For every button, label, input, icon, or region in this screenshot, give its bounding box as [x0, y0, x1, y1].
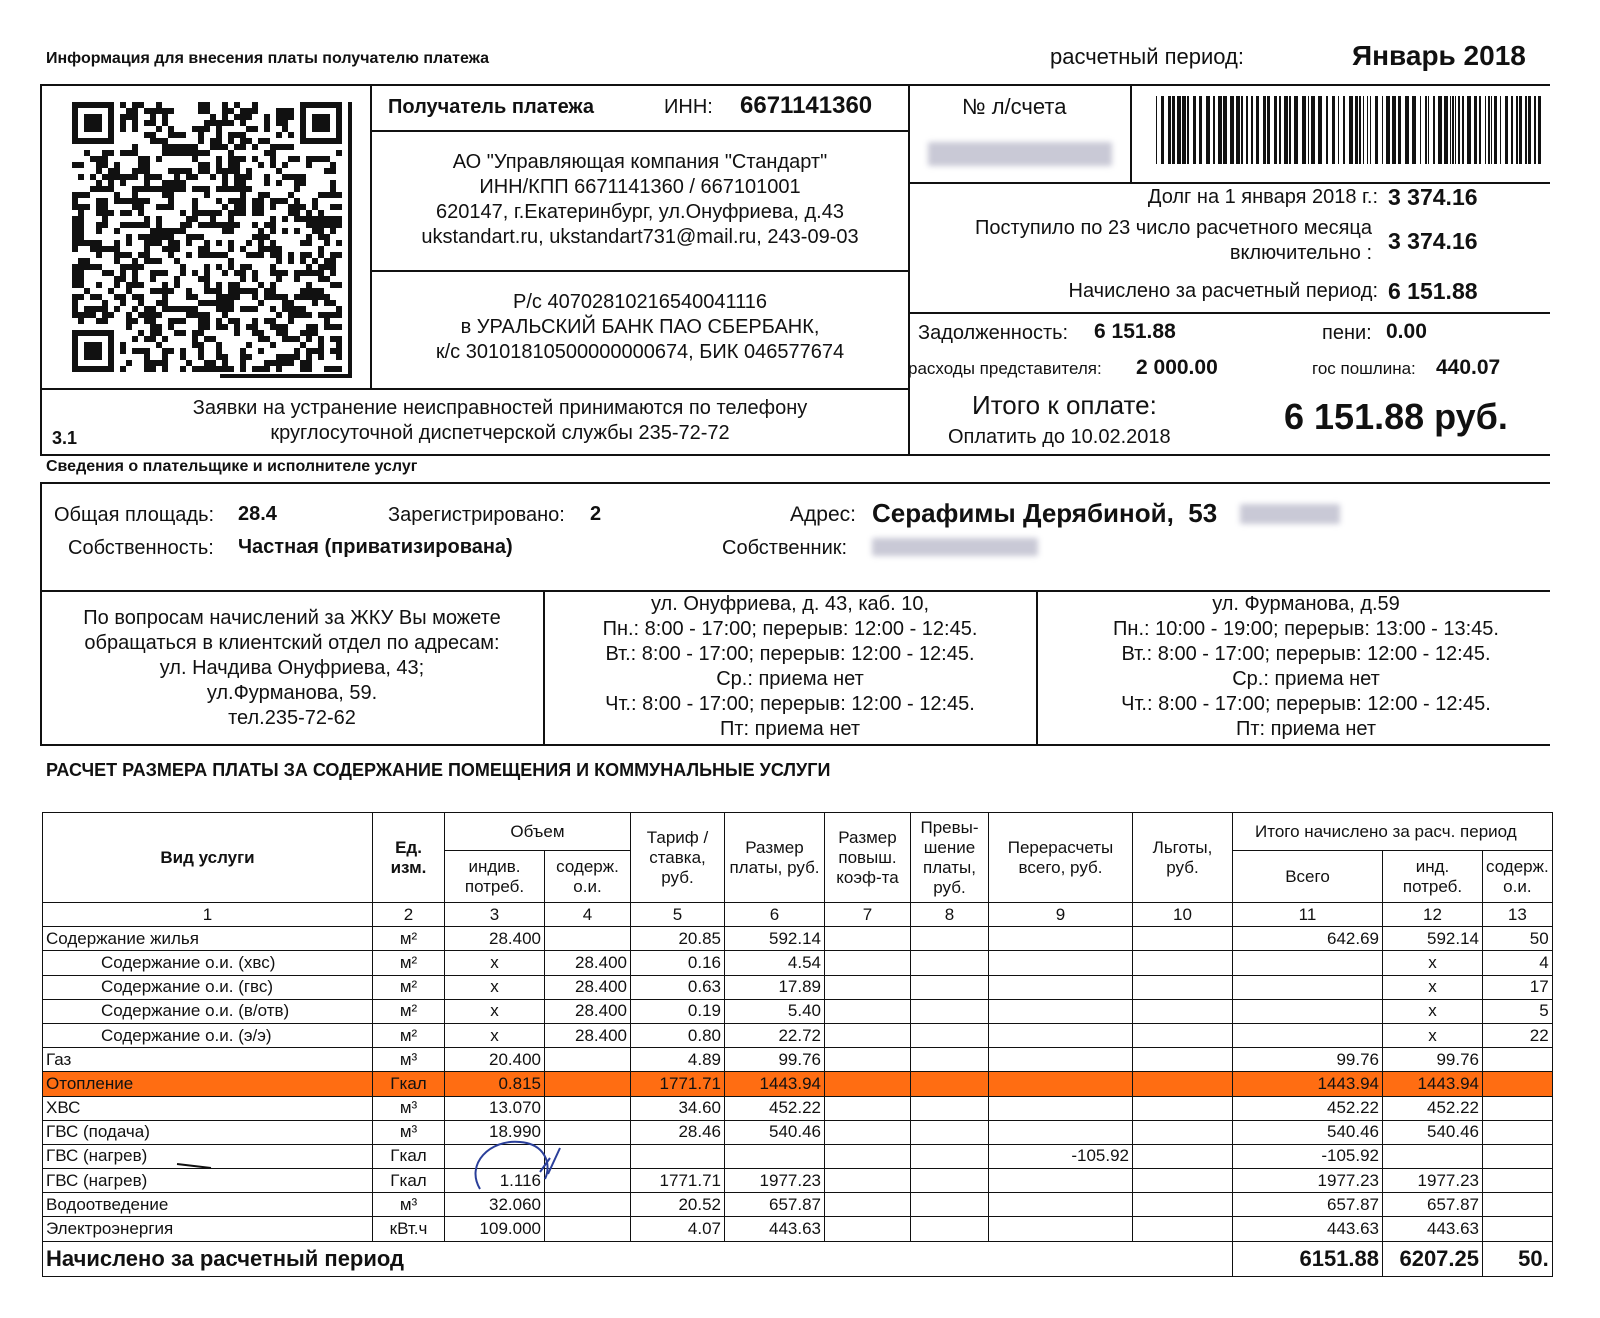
penalty-label: пени: — [1322, 322, 1372, 344]
cell-t-ind: x — [1383, 975, 1483, 999]
table-row — [43, 975, 1553, 999]
duty-value: 440.07 — [1436, 356, 1501, 379]
cell-t-all: 1443.94 — [1233, 1072, 1383, 1096]
total-label: Итого к оплате: — [972, 390, 1157, 420]
property-label: Собственность: — [68, 537, 214, 559]
account-number-redacted — [928, 142, 1112, 166]
cell-empty — [1133, 999, 1233, 1023]
column-number: 11 — [1233, 903, 1383, 927]
header-tariff: Тариф / ставка, руб. — [631, 813, 725, 903]
cell-empty — [825, 999, 911, 1023]
table-row — [43, 951, 1553, 975]
cell-pay: 17.89 — [725, 975, 825, 999]
cell-empty — [825, 951, 911, 975]
cell-t-com — [1483, 1096, 1553, 1120]
header-volume: Объем — [445, 813, 631, 851]
column-number: 6 — [725, 903, 825, 927]
cell-empty — [1133, 927, 1233, 951]
cell-t-all: 657.87 — [1233, 1193, 1383, 1217]
cell-recalc — [989, 951, 1133, 975]
cell-v-com — [545, 927, 631, 951]
owner-name-redacted — [872, 538, 1038, 556]
cell-t-ind: 99.76 — [1383, 1048, 1483, 1072]
cell-t-all — [1233, 1023, 1383, 1047]
cell-empty — [825, 927, 911, 951]
cell-t-com — [1483, 1048, 1553, 1072]
registered-label: Зарегистрировано: — [388, 504, 565, 526]
cell-t-ind: 443.63 — [1383, 1217, 1483, 1241]
cell-pay: 452.22 — [725, 1096, 825, 1120]
cell-t-com: 17 — [1483, 975, 1553, 999]
accrued-value: 6 151.88 — [1388, 278, 1478, 304]
cell-v-ind: 0.815 — [445, 1072, 545, 1096]
cell-empty — [1133, 951, 1233, 975]
cell-pay: 5.40 — [725, 999, 825, 1023]
cell-name: ГВС (нагрев) — [43, 1144, 373, 1168]
total-row-common: 50. — [1483, 1241, 1553, 1276]
notice-code: 3.1 — [52, 428, 78, 448]
cell-unit: Гкал — [373, 1169, 445, 1193]
cell-name: ХВС — [43, 1096, 373, 1120]
column-number-row — [43, 903, 1553, 927]
cell-t-com — [1483, 1144, 1553, 1168]
cell-empty — [911, 1169, 989, 1193]
cell-recalc — [989, 1023, 1133, 1047]
cell-name: Отопление — [43, 1072, 373, 1096]
apartment-redacted — [1240, 504, 1340, 524]
cell-recalc — [989, 927, 1133, 951]
cell-empty — [825, 1023, 911, 1047]
cell-pay: 592.14 — [725, 927, 825, 951]
cell-empty — [825, 1217, 911, 1241]
cell-unit: м² — [373, 975, 445, 999]
cell-t-all: 99.76 — [1233, 1048, 1383, 1072]
received-label: Поступило по 23 число расчетного месяца включительно : — [975, 217, 1372, 264]
cell-v-ind: 18.990 — [445, 1120, 545, 1144]
cell-empty — [911, 1023, 989, 1047]
cell-t-ind: 1443.94 — [1383, 1072, 1483, 1096]
table-row — [43, 927, 1553, 951]
cell-tariff: 1771.71 — [631, 1072, 725, 1096]
cell-v-com — [545, 1072, 631, 1096]
cell-pay: 540.46 — [725, 1120, 825, 1144]
office-furmanova-hours: ул. Фурманова, д.59 Пн.: 10:00 - 19:00; перерыв: 13:00 - 13:45. Вт.: 8:00 - 17:00; перерыв: 12:00 - 12:45. Ср.: приема нет Чт.: 8:00 - 17:00; перерыв: 12:00 - 12:45. Пт: приема нет — [1113, 593, 1499, 740]
calculation-table — [42, 812, 1553, 1277]
column-number: 2 — [373, 903, 445, 927]
cell-t-ind: 452.22 — [1383, 1096, 1483, 1120]
cell-empty — [911, 1217, 989, 1241]
cell-recalc — [989, 1169, 1133, 1193]
calc-section-title: РАСЧЕТ РАЗМЕРА ПЛАТЫ ЗА СОДЕРЖАНИЕ ПОМЕЩЕНИЯ И КОММУНАЛЬНЫЕ УСЛУГИ — [46, 760, 831, 780]
cell-empty — [825, 1072, 911, 1096]
cell-v-com: 28.400 — [545, 951, 631, 975]
cell-v-ind: x — [445, 975, 545, 999]
table-row — [43, 1193, 1553, 1217]
cell-pay: 443.63 — [725, 1217, 825, 1241]
cell-v-com — [545, 1096, 631, 1120]
cell-t-all: -105.92 — [1233, 1144, 1383, 1168]
cell-v-ind: x — [445, 951, 545, 975]
header-recalc: Перерасчеты всего, руб. — [989, 813, 1133, 903]
cell-empty — [911, 1144, 989, 1168]
cell-recalc — [989, 1072, 1133, 1096]
header-total-common: содерж. о.и. — [1483, 851, 1553, 903]
header-service: Вид услуги — [43, 813, 373, 903]
cell-recalc — [989, 999, 1133, 1023]
cell-unit: м² — [373, 951, 445, 975]
cell-t-com — [1483, 1120, 1553, 1144]
cell-empty — [911, 1072, 989, 1096]
cell-t-com — [1483, 1193, 1553, 1217]
header-benefits: Льготы, руб. — [1133, 813, 1233, 903]
header-vol-common: содерж. о.и. — [545, 851, 631, 903]
debt-value: 3 374.16 — [1388, 184, 1478, 210]
cell-t-com: 4 — [1483, 951, 1553, 975]
cell-t-com — [1483, 1072, 1553, 1096]
cell-tariff: 0.16 — [631, 951, 725, 975]
table-row — [43, 1072, 1553, 1096]
debt-label: Долг на 1 января 2018 г.: — [1147, 186, 1378, 208]
pen-dash-mark — [175, 1160, 215, 1172]
cell-t-all: 1977.23 — [1233, 1169, 1383, 1193]
cell-tariff: 1771.71 — [631, 1169, 725, 1193]
cell-tariff: 20.85 — [631, 927, 725, 951]
cell-empty — [1133, 1144, 1233, 1168]
cell-v-ind: 32.060 — [445, 1193, 545, 1217]
recipient-label: Получатель платежа — [388, 96, 594, 118]
cell-empty — [1133, 1072, 1233, 1096]
period-value: Январь 2018 — [1352, 40, 1526, 71]
cell-empty — [1133, 1217, 1233, 1241]
cell-empty — [825, 1144, 911, 1168]
cell-pay: 99.76 — [725, 1048, 825, 1072]
cell-name: Содержание о.и. (в/отв) — [43, 999, 373, 1023]
header-total-group: Итого начислено за расч. период — [1233, 813, 1553, 851]
cell-unit: кВт.ч — [373, 1217, 445, 1241]
cell-tariff: 0.63 — [631, 975, 725, 999]
payer-section-title: Сведения о плательщике и исполнителе услуг — [46, 458, 418, 475]
cell-tariff: 0.80 — [631, 1023, 725, 1047]
table-row — [43, 1217, 1553, 1241]
company-info: АО "Управляющая компания "Стандарт" ИНН/КПП 6671141360 / 667101001 620147, г.Екатеринбург, ул.Онуфриева, д.43 ukstandart.ru, ukstandart731@mail.ru, 243-09-03 — [421, 151, 859, 248]
cell-unit: Гкал — [373, 1144, 445, 1168]
cell-tariff: 20.52 — [631, 1193, 725, 1217]
header-unit: Ед. изм. — [373, 813, 445, 903]
pen-circle-mark — [460, 1134, 570, 1214]
column-number: 10 — [1133, 903, 1233, 927]
office-onufrieva-hours: ул. Онуфриева, д. 43, каб. 10, Пн.: 8:00 - 17:00; перерыв: 12:00 - 12:45. Вт.: 8:00 - 17:00; перерыв: 12:00 - 12:45. Ср.: приема нет Чт.: 8:00 - 17:00; перерыв: 12:00 - 12:45. Пт: приема нет — [602, 593, 978, 740]
cell-unit: м³ — [373, 1096, 445, 1120]
header-vol-ind: индив. потреб. — [445, 851, 545, 903]
column-number: 3 — [445, 903, 545, 927]
cell-empty — [825, 975, 911, 999]
cell-t-all — [1233, 975, 1383, 999]
area-label: Общая площадь: — [54, 504, 215, 526]
cell-recalc — [989, 1096, 1133, 1120]
cell-recalc — [989, 1193, 1133, 1217]
cell-empty — [825, 1096, 911, 1120]
cell-empty — [911, 951, 989, 975]
cell-empty — [911, 1048, 989, 1072]
cell-t-com — [1483, 1169, 1553, 1193]
rep-value: 2 000.00 — [1136, 356, 1218, 379]
cell-pay — [725, 1144, 825, 1168]
column-number: 13 — [1483, 903, 1553, 927]
cell-pay: 657.87 — [725, 1193, 825, 1217]
cell-empty — [1133, 1023, 1233, 1047]
cell-name: Содержание о.и. (э/э) — [43, 1023, 373, 1047]
cell-recalc — [989, 1120, 1133, 1144]
table-row — [43, 1096, 1553, 1120]
registered-value: 2 — [590, 503, 602, 525]
cell-v-com: 28.400 — [545, 975, 631, 999]
area-value: 28.4 — [238, 503, 277, 525]
duty-label: гос пошлина: — [1312, 359, 1416, 378]
cell-unit: м³ — [373, 1048, 445, 1072]
cell-v-ind: 109.000 — [445, 1217, 545, 1241]
info-title: Информация для внесения платы получателю платежа — [46, 50, 490, 67]
cell-empty — [1133, 1120, 1233, 1144]
cell-unit: Гкал — [373, 1072, 445, 1096]
cell-tariff — [631, 1144, 725, 1168]
offices-intro: По вопросам начислений за ЖКУ Вы можете обращаться в клиентский отдел по адресам: ул. Начдива Онуфриева, 43; ул.Фурманова, 59. тел.235-72-62 — [83, 607, 501, 729]
cell-v-com — [545, 1217, 631, 1241]
cell-t-com — [1483, 1217, 1553, 1241]
cell-v-ind: 20.400 — [445, 1048, 545, 1072]
cell-v-ind: 1.116 — [445, 1169, 545, 1193]
barcode-icon — [1156, 96, 1546, 166]
table-row — [43, 1023, 1553, 1047]
table-row — [43, 1120, 1553, 1144]
period-label: расчетный период: — [1050, 44, 1245, 69]
cell-v-ind: 28.400 — [445, 927, 545, 951]
header-excess: Превы- шение платы, руб. — [911, 813, 989, 903]
address-label: Адрес: — [790, 503, 856, 526]
cell-empty — [911, 927, 989, 951]
table-row — [43, 999, 1553, 1023]
cell-t-ind: 592.14 — [1383, 927, 1483, 951]
cell-t-ind: x — [1383, 1023, 1483, 1047]
cell-recalc — [989, 1217, 1133, 1241]
column-number: 1 — [43, 903, 373, 927]
property-value: Частная (приватизирована) — [238, 536, 513, 558]
column-number: 8 — [911, 903, 989, 927]
total-value: 6 151.88 руб. — [1284, 396, 1508, 437]
cell-t-all: 452.22 — [1233, 1096, 1383, 1120]
cell-unit: м² — [373, 1023, 445, 1047]
cell-pay: 1443.94 — [725, 1072, 825, 1096]
cell-name: Содержание о.и. (хвс) — [43, 951, 373, 975]
arrears-label: Задолженность: — [918, 322, 1069, 344]
total-row — [43, 1241, 1553, 1276]
cell-recalc — [989, 1048, 1133, 1072]
owner-label: Собственник: — [722, 537, 848, 559]
column-number: 9 — [989, 903, 1133, 927]
cell-empty — [1133, 1193, 1233, 1217]
column-number: 4 — [545, 903, 631, 927]
cell-t-ind: 1977.23 — [1383, 1169, 1483, 1193]
table-row — [43, 1169, 1553, 1193]
cell-empty — [825, 1120, 911, 1144]
cell-empty — [911, 999, 989, 1023]
cell-t-ind — [1383, 1144, 1483, 1168]
cell-t-all: 642.69 — [1233, 927, 1383, 951]
account-label: № л/счета — [962, 94, 1067, 119]
cell-tariff: 34.60 — [631, 1096, 725, 1120]
cell-name: Газ — [43, 1048, 373, 1072]
inn-label: ИНН: — [664, 96, 713, 118]
cell-unit: м² — [373, 927, 445, 951]
cell-recalc — [989, 975, 1133, 999]
inn-value: 6671141360 — [740, 92, 873, 119]
qr-code-icon — [62, 96, 358, 380]
cell-t-com: 22 — [1483, 1023, 1553, 1047]
cell-pay: 22.72 — [725, 1023, 825, 1047]
header-total-all: Всего — [1233, 851, 1383, 903]
column-number: 7 — [825, 903, 911, 927]
cell-t-all: 443.63 — [1233, 1217, 1383, 1241]
cell-empty — [1133, 1048, 1233, 1072]
cell-empty — [825, 1169, 911, 1193]
column-number: 5 — [631, 903, 725, 927]
total-row-label: Начислено за расчетный период — [43, 1241, 1233, 1276]
cell-v-ind: x — [445, 1023, 545, 1047]
cell-empty — [825, 1048, 911, 1072]
column-number: 12 — [1383, 903, 1483, 927]
bank-info: Р/с 40702810216540041116 в УРАЛЬСКИЙ БАНК ПАО СБЕРБАНК, к/с 30101810500000000674, БИК 046577674 — [435, 291, 845, 363]
cell-t-ind: 657.87 — [1383, 1193, 1483, 1217]
cell-t-ind: x — [1383, 999, 1483, 1023]
cell-unit: м³ — [373, 1120, 445, 1144]
cell-t-ind: 540.46 — [1383, 1120, 1483, 1144]
address-value: Серафимы Дерябиной, 53 — [872, 498, 1218, 528]
cell-name: Содержание о.и. (гвс) — [43, 975, 373, 999]
pay-by-date: Оплатить до 10.02.2018 — [948, 426, 1171, 448]
cell-name: Водоотведение — [43, 1193, 373, 1217]
cell-t-com: 5 — [1483, 999, 1553, 1023]
cell-empty — [1133, 975, 1233, 999]
cell-name: ГВС (нагрев) — [43, 1169, 373, 1193]
header-total-ind: инд. потреб. — [1383, 851, 1483, 903]
cell-unit: м² — [373, 999, 445, 1023]
cell-t-all: 540.46 — [1233, 1120, 1383, 1144]
cell-name: Содержание жилья — [43, 927, 373, 951]
cell-v-com: 28.400 — [545, 999, 631, 1023]
cell-recalc: -105.92 — [989, 1144, 1133, 1168]
cell-v-ind: 13.070 — [445, 1096, 545, 1120]
cell-t-ind: x — [1383, 951, 1483, 975]
notice-text: Заявки на устранение неисправностей принимаются по телефону круглосуточной диспетчерской службы 235-72-72 — [192, 397, 808, 444]
cell-pay: 4.54 — [725, 951, 825, 975]
cell-empty — [911, 1193, 989, 1217]
cell-tariff: 4.89 — [631, 1048, 725, 1072]
cell-v-ind: x — [445, 999, 545, 1023]
cell-empty — [911, 975, 989, 999]
cell-empty — [825, 1193, 911, 1217]
cell-v-com — [545, 1048, 631, 1072]
cell-empty — [1133, 1096, 1233, 1120]
cell-name: Электроэнергия — [43, 1217, 373, 1241]
arrears-value: 6 151.88 — [1094, 320, 1176, 343]
header-coef: Размер повыш. коэф-та — [825, 813, 911, 903]
cell-t-all — [1233, 951, 1383, 975]
received-value: 3 374.16 — [1388, 228, 1478, 254]
cell-t-all — [1233, 999, 1383, 1023]
cell-empty — [911, 1120, 989, 1144]
rep-label: расходы представителя: — [908, 359, 1102, 378]
accrued-label: Начислено за расчетный период: — [1068, 280, 1378, 302]
table-row — [43, 1144, 1553, 1168]
total-row-ind: 6207.25 — [1383, 1241, 1483, 1276]
cell-tariff: 0.19 — [631, 999, 725, 1023]
header-payment: Размер платы, руб. — [725, 813, 825, 903]
penalty-value: 0.00 — [1386, 320, 1427, 343]
cell-t-com: 50 — [1483, 927, 1553, 951]
cell-v-com: 28.400 — [545, 1023, 631, 1047]
table-row — [43, 1048, 1553, 1072]
cell-empty — [911, 1096, 989, 1120]
cell-name: ГВС (подача) — [43, 1120, 373, 1144]
total-row-all: 6151.88 — [1233, 1241, 1383, 1276]
cell-tariff: 4.07 — [631, 1217, 725, 1241]
cell-unit: м³ — [373, 1193, 445, 1217]
cell-empty — [1133, 1169, 1233, 1193]
cell-pay: 1977.23 — [725, 1169, 825, 1193]
cell-tariff: 28.46 — [631, 1120, 725, 1144]
